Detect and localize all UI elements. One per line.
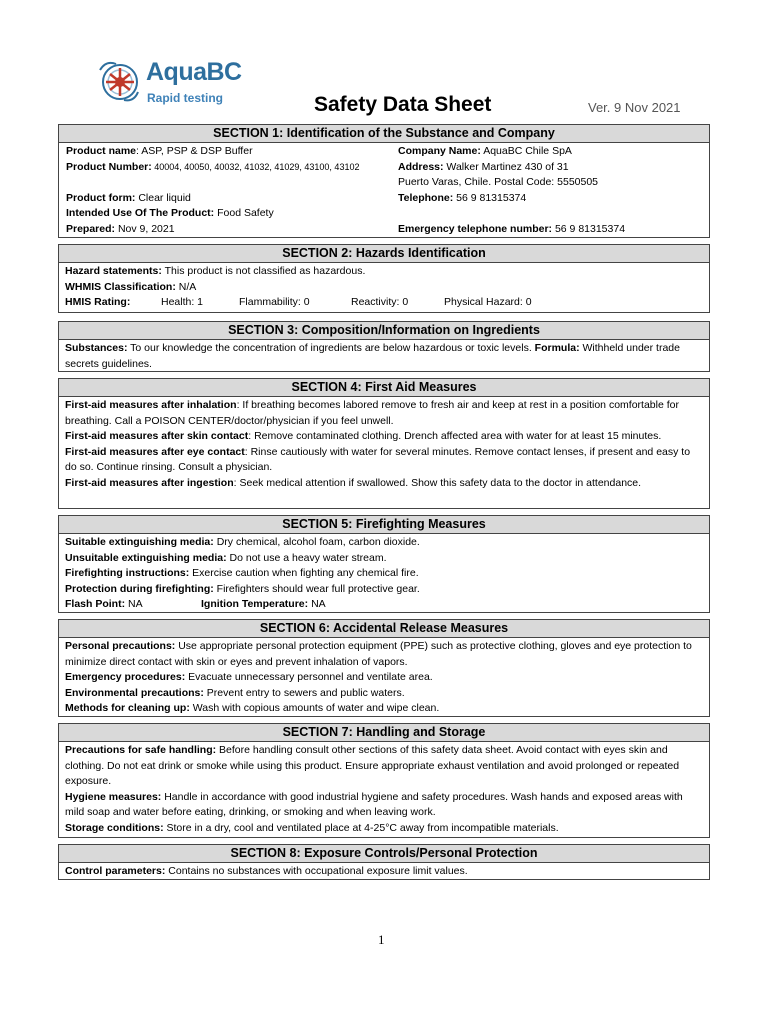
firefighting-instructions-label: Firefighting instructions: [65, 567, 190, 579]
prepared-label: Prepared: [66, 222, 116, 235]
logo-tagline: Rapid testing [147, 91, 224, 105]
formula-label: Formula: [534, 342, 580, 354]
intended-use-value: Food Safety [214, 207, 274, 219]
document-title: Safety Data Sheet [314, 93, 492, 116]
cleaning-methods-value: Wash with copious amounts of water and wipe clean. [189, 702, 440, 714]
address-line-2: Puerto Varas, Chile. Postal Code: 5550505 [398, 176, 599, 188]
hmis-health: Health: 1 [161, 296, 204, 308]
eye-contact-value: : Rinse cautiously with water for several minutes. Remove contact lenses, if present and easy to do so. Continue rinsing. Consult a physician. [65, 445, 691, 473]
skin-contact-value: : Remove contaminated clothing. Drench affected area with water for at least 15 minutes. [248, 430, 662, 442]
logo-name: AquaBC [146, 58, 242, 86]
intended-use-label: Intended Use Of The Product: [66, 207, 215, 219]
whmis-value: N/A [175, 280, 197, 293]
safe-handling-label: Precautions for safe handling: [65, 744, 217, 756]
hmis-label: HMIS Rating: [65, 296, 131, 308]
section-2-heading: SECTION 2: Hazards Identification [59, 245, 709, 263]
telephone-value: 56 9 81315374 [453, 191, 527, 204]
product-name-value: : ASP, PSP & DSP Buffer [136, 145, 253, 157]
safe-handling-value: Before handling consult other sections of this safety data sheet. Avoid contact with eyes skin and clothing. Do not eat drink or smoke while using this product. Ensure appropriate exhaust ventilation and avoid prolonged or repeated exposure. [65, 744, 680, 787]
hmis-reactivity: Reactivity: 0 [351, 296, 409, 308]
hazard-label: Hazard statements: [65, 265, 162, 277]
hmis-flammability: Flammability: 0 [239, 296, 310, 308]
emergency-procedures-value: Evacuate unnecessary personnel and ventilate area. [185, 671, 433, 683]
control-parameters-label: Control parameters: [65, 865, 166, 877]
cleaning-methods-label: Methods for cleaning up: [65, 702, 190, 714]
storage-label: Storage conditions: [65, 821, 164, 834]
hazard-value: This product is not classified as hazardous. [161, 265, 366, 277]
unsuitable-media-label: Unsuitable extinguishing media: [65, 551, 227, 564]
version-label: Ver. 9 Nov 2021 [588, 100, 681, 115]
section-1 [58, 124, 710, 238]
firefighting-protection-label: Protection during firefighting: [65, 582, 214, 595]
section-2 [58, 244, 710, 313]
section-6-heading: SECTION 6: Accidental Release Measures [59, 620, 709, 638]
address-value: Walker Martinez 430 of 31 [443, 160, 569, 173]
section-5 [58, 515, 710, 613]
storage-value: Store in a dry, cool and ventilated place at 4-25°C away from incompatible materials. [163, 821, 559, 834]
section-5-heading: SECTION 5: Firefighting Measures [59, 516, 709, 534]
eye-contact-label: First-aid measures after eye contact [65, 445, 245, 458]
hmis-physical: Physical Hazard: 0 [444, 296, 532, 308]
substances-value: To our knowledge the concentration of ingredients are below hazardous or toxic levels. [127, 342, 535, 354]
product-name-label: Product name [66, 145, 137, 157]
ignition-temp-value: NA [308, 598, 326, 610]
product-number-value: 40004, 40050, 40032, 41032, 41029, 43100, 43102 [151, 161, 360, 172]
product-form-value: Clear liquid [135, 191, 191, 204]
personal-precautions-label: Personal precautions: [65, 640, 176, 652]
section-4 [58, 378, 710, 509]
emergency-procedures-label: Emergency procedures: [65, 671, 186, 683]
inhalation-label: First-aid measures after inhalation [65, 399, 237, 411]
section-7-heading: SECTION 7: Handling and Storage [59, 724, 709, 742]
section-7 [58, 723, 710, 838]
prepared-value: Nov 9, 2021 [115, 222, 175, 235]
personal-precautions-value: Use appropriate personal protection equipment (PPE) such as protective clothing, gloves and eye protection to minimize direct contact with skin or eyes and prevent inhalation of vapors. [65, 640, 692, 668]
ingestion-label: First-aid measures after ingestion [65, 476, 234, 489]
product-form-label: Product form: [66, 191, 136, 204]
section-8 [58, 844, 710, 880]
suitable-media-label: Suitable extinguishing media: [65, 536, 214, 548]
product-number-label: Product Number: [66, 160, 152, 173]
section-4-heading: SECTION 4: First Aid Measures [59, 379, 709, 397]
section-6 [58, 619, 710, 717]
control-parameters-value: Contains no substances with occupational exposure limit values. [165, 865, 468, 877]
suitable-media-value: Dry chemical, alcohol foam, carbon dioxide. [213, 536, 420, 548]
section-3-heading: SECTION 3: Composition/Information on Ingredients [59, 322, 709, 340]
firefighting-protection-value: Firefighters should wear full protective gear. [213, 582, 420, 595]
substances-label: Substances: [65, 342, 128, 354]
unsuitable-media-value: Do not use a heavy water stream. [226, 551, 387, 564]
section-3 [58, 321, 710, 372]
section-1-heading: SECTION 1: Identification of the Substance and Company [59, 125, 709, 143]
ingestion-value: : Seek medical attention if swallowed. Show this safety data to the doctor in attendance. [233, 476, 642, 489]
skin-contact-label: First-aid measures after skin contact [65, 430, 249, 442]
address-label: Address: [398, 160, 444, 173]
company-name-label: Company Name: [398, 145, 481, 157]
environmental-precautions-value: Prevent entry to sewers and public waters. [203, 686, 405, 699]
formula-value: Withheld under trade secrets guidelines. [65, 342, 680, 370]
page-number: 1 [378, 932, 385, 947]
inhalation-value: : If breathing becomes labored remove to fresh air and keep at rest in a position comfortable for breathing. Call a POISON CENTER/doctor/physician if you feel unwell. [65, 399, 679, 427]
ignition-temp-label: Ignition Temperature: [201, 598, 309, 610]
emergency-phone-label: Emergency telephone number: [398, 222, 553, 235]
company-name-value: AquaBC Chile SpA [480, 145, 572, 157]
flash-point-value: NA [125, 598, 143, 610]
environmental-precautions-label: Environmental precautions: [65, 686, 204, 699]
section-8-heading: SECTION 8: Exposure Controls/Personal Protection [59, 845, 709, 863]
emergency-phone-value: 56 9 81315374 [552, 222, 626, 235]
hygiene-label: Hygiene measures: [65, 790, 162, 803]
flash-point-label: Flash Point: [65, 598, 126, 610]
telephone-label: Telephone: [398, 191, 454, 204]
hygiene-value: Handle in accordance with good industrial hygiene and safety procedures. Wash hands and exposed areas with mild soap and water before eating, drinking, or smoking and when leaving work. [65, 790, 683, 818]
whmis-label: WHMIS Classification: [65, 280, 176, 293]
firefighting-instructions-value: Exercise caution when fighting any chemical fire. [189, 567, 419, 579]
